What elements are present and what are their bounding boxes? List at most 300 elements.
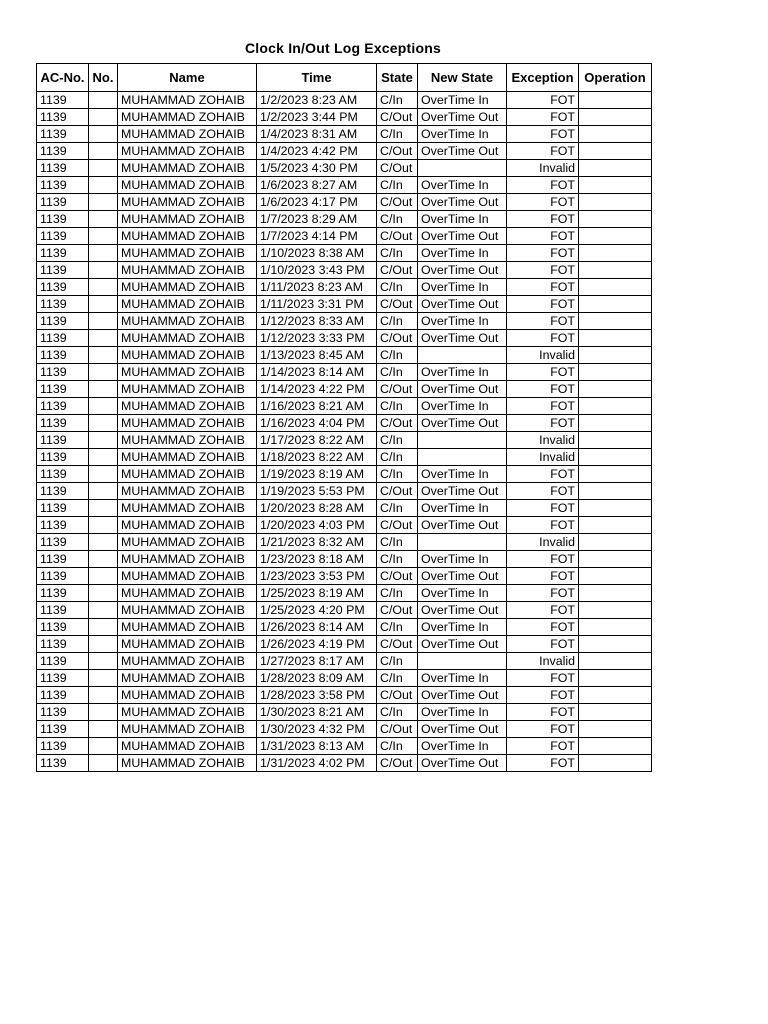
exception-cell: FOT xyxy=(507,466,579,483)
table-row xyxy=(37,330,652,347)
state-cell: C/In xyxy=(377,551,418,568)
ac-no-cell: 1139 xyxy=(37,755,89,772)
name-cell: MUHAMMAD ZOHAIB xyxy=(118,483,257,500)
no-cell xyxy=(89,432,118,449)
ac-no-cell: 1139 xyxy=(37,245,89,262)
name-cell: MUHAMMAD ZOHAIB xyxy=(118,415,257,432)
table-row xyxy=(37,92,652,109)
new-state-cell xyxy=(418,432,507,449)
exception-cell: FOT xyxy=(507,483,579,500)
new-state-cell: OverTime In xyxy=(418,211,507,228)
operation-cell xyxy=(579,415,652,432)
exception-cell: FOT xyxy=(507,721,579,738)
no-cell xyxy=(89,160,118,177)
name-cell: MUHAMMAD ZOHAIB xyxy=(118,704,257,721)
operation-cell xyxy=(579,704,652,721)
operation-cell xyxy=(579,245,652,262)
state-cell: C/In xyxy=(377,211,418,228)
exception-cell: FOT xyxy=(507,636,579,653)
page-title: Clock In/Out Log Exceptions xyxy=(245,40,441,56)
no-cell xyxy=(89,364,118,381)
table-row xyxy=(37,687,652,704)
time-cell: 1/18/2023 8:22 AM xyxy=(257,449,377,466)
operation-cell xyxy=(579,160,652,177)
state-cell: C/In xyxy=(377,364,418,381)
no-cell xyxy=(89,92,118,109)
time-cell: 1/28/2023 8:09 AM xyxy=(257,670,377,687)
new-state-cell: OverTime In xyxy=(418,500,507,517)
name-cell: MUHAMMAD ZOHAIB xyxy=(118,330,257,347)
state-cell: C/Out xyxy=(377,296,418,313)
state-cell: C/In xyxy=(377,670,418,687)
operation-cell xyxy=(579,364,652,381)
state-cell: C/Out xyxy=(377,143,418,160)
state-cell: C/Out xyxy=(377,687,418,704)
name-cell: MUHAMMAD ZOHAIB xyxy=(118,194,257,211)
exception-cell: Invalid xyxy=(507,432,579,449)
table-row xyxy=(37,279,652,296)
exception-cell: FOT xyxy=(507,109,579,126)
no-cell xyxy=(89,194,118,211)
new-state-cell: OverTime Out xyxy=(418,602,507,619)
new-state-cell: OverTime In xyxy=(418,126,507,143)
name-cell: MUHAMMAD ZOHAIB xyxy=(118,687,257,704)
exception-cell: FOT xyxy=(507,670,579,687)
operation-cell xyxy=(579,636,652,653)
no-cell xyxy=(89,177,118,194)
time-cell: 1/11/2023 3:31 PM xyxy=(257,296,377,313)
exception-cell: FOT xyxy=(507,602,579,619)
exception-cell: FOT xyxy=(507,330,579,347)
no-cell xyxy=(89,636,118,653)
exception-cell: FOT xyxy=(507,687,579,704)
ac-no-cell: 1139 xyxy=(37,313,89,330)
time-cell: 1/14/2023 4:22 PM xyxy=(257,381,377,398)
table-row xyxy=(37,568,652,585)
ac-no-cell: 1139 xyxy=(37,381,89,398)
table-row xyxy=(37,704,652,721)
name-cell: MUHAMMAD ZOHAIB xyxy=(118,755,257,772)
state-cell: C/In xyxy=(377,619,418,636)
exception-cell: Invalid xyxy=(507,449,579,466)
new-state-cell xyxy=(418,160,507,177)
state-cell: C/Out xyxy=(377,194,418,211)
operation-cell xyxy=(579,619,652,636)
no-cell xyxy=(89,602,118,619)
operation-cell xyxy=(579,449,652,466)
new-state-cell: OverTime Out xyxy=(418,687,507,704)
ac-no-cell: 1139 xyxy=(37,262,89,279)
table-row xyxy=(37,432,652,449)
operation-cell xyxy=(579,194,652,211)
name-cell: MUHAMMAD ZOHAIB xyxy=(118,432,257,449)
new-state-cell: OverTime In xyxy=(418,585,507,602)
time-cell: 1/12/2023 8:33 AM xyxy=(257,313,377,330)
name-cell: MUHAMMAD ZOHAIB xyxy=(118,92,257,109)
ac-no-cell: 1139 xyxy=(37,109,89,126)
state-cell: C/In xyxy=(377,585,418,602)
table-row xyxy=(37,143,652,160)
name-cell: MUHAMMAD ZOHAIB xyxy=(118,653,257,670)
time-cell: 1/12/2023 3:33 PM xyxy=(257,330,377,347)
name-cell: MUHAMMAD ZOHAIB xyxy=(118,228,257,245)
operation-cell xyxy=(579,585,652,602)
exception-cell: Invalid xyxy=(507,534,579,551)
exception-cell: FOT xyxy=(507,177,579,194)
operation-cell xyxy=(579,483,652,500)
ac-no-cell: 1139 xyxy=(37,92,89,109)
table-row xyxy=(37,347,652,364)
time-cell: 1/10/2023 3:43 PM xyxy=(257,262,377,279)
ac-no-cell: 1139 xyxy=(37,653,89,670)
exception-cell: FOT xyxy=(507,381,579,398)
state-cell: C/In xyxy=(377,738,418,755)
time-cell: 1/21/2023 8:32 AM xyxy=(257,534,377,551)
state-cell: C/In xyxy=(377,126,418,143)
no-cell xyxy=(89,143,118,160)
name-cell: MUHAMMAD ZOHAIB xyxy=(118,143,257,160)
exception-cell: FOT xyxy=(507,415,579,432)
table-row xyxy=(37,721,652,738)
no-cell xyxy=(89,755,118,772)
state-cell: C/In xyxy=(377,279,418,296)
operation-cell xyxy=(579,432,652,449)
table-row xyxy=(37,534,652,551)
ac-no-cell: 1139 xyxy=(37,194,89,211)
name-cell: MUHAMMAD ZOHAIB xyxy=(118,551,257,568)
time-cell: 1/31/2023 4:02 PM xyxy=(257,755,377,772)
table-row xyxy=(37,449,652,466)
new-state-cell: OverTime In xyxy=(418,551,507,568)
no-cell xyxy=(89,551,118,568)
time-cell: 1/25/2023 8:19 AM xyxy=(257,585,377,602)
table-row xyxy=(37,381,652,398)
time-cell: 1/16/2023 4:04 PM xyxy=(257,415,377,432)
state-cell: C/In xyxy=(377,245,418,262)
no-cell xyxy=(89,279,118,296)
new-state-cell: OverTime In xyxy=(418,398,507,415)
new-state-cell: OverTime Out xyxy=(418,109,507,126)
state-cell: C/Out xyxy=(377,160,418,177)
name-cell: MUHAMMAD ZOHAIB xyxy=(118,466,257,483)
no-cell xyxy=(89,262,118,279)
name-cell: MUHAMMAD ZOHAIB xyxy=(118,262,257,279)
new-state-cell: OverTime Out xyxy=(418,330,507,347)
name-cell: MUHAMMAD ZOHAIB xyxy=(118,500,257,517)
operation-cell xyxy=(579,721,652,738)
state-cell: C/Out xyxy=(377,483,418,500)
name-cell: MUHAMMAD ZOHAIB xyxy=(118,585,257,602)
table-row xyxy=(37,177,652,194)
time-cell: 1/25/2023 4:20 PM xyxy=(257,602,377,619)
name-cell: MUHAMMAD ZOHAIB xyxy=(118,619,257,636)
time-cell: 1/30/2023 4:32 PM xyxy=(257,721,377,738)
operation-cell xyxy=(579,551,652,568)
ac-no-cell: 1139 xyxy=(37,449,89,466)
time-cell: 1/6/2023 4:17 PM xyxy=(257,194,377,211)
new-state-cell: OverTime Out xyxy=(418,721,507,738)
operation-cell xyxy=(579,109,652,126)
table-row xyxy=(37,738,652,755)
exception-cell: FOT xyxy=(507,568,579,585)
ac-no-cell: 1139 xyxy=(37,568,89,585)
ac-no-cell: 1139 xyxy=(37,160,89,177)
state-cell: C/Out xyxy=(377,228,418,245)
ac-no-cell: 1139 xyxy=(37,364,89,381)
ac-no-cell: 1139 xyxy=(37,687,89,704)
operation-cell xyxy=(579,126,652,143)
name-cell: MUHAMMAD ZOHAIB xyxy=(118,126,257,143)
name-cell: MUHAMMAD ZOHAIB xyxy=(118,721,257,738)
no-cell xyxy=(89,619,118,636)
name-cell: MUHAMMAD ZOHAIB xyxy=(118,602,257,619)
exception-cell: FOT xyxy=(507,279,579,296)
ac-no-cell: 1139 xyxy=(37,551,89,568)
new-state-cell: OverTime Out xyxy=(418,517,507,534)
table-row xyxy=(37,653,652,670)
no-cell xyxy=(89,398,118,415)
exception-cell: FOT xyxy=(507,296,579,313)
state-cell: C/Out xyxy=(377,602,418,619)
no-cell xyxy=(89,466,118,483)
state-cell: C/Out xyxy=(377,381,418,398)
time-cell: 1/26/2023 8:14 AM xyxy=(257,619,377,636)
ac-no-cell: 1139 xyxy=(37,721,89,738)
table-row xyxy=(37,619,652,636)
exception-cell: FOT xyxy=(507,738,579,755)
operation-cell xyxy=(579,296,652,313)
table-row xyxy=(37,211,652,228)
no-cell xyxy=(89,585,118,602)
no-cell xyxy=(89,415,118,432)
new-state-cell: OverTime Out xyxy=(418,755,507,772)
time-cell: 1/23/2023 8:18 AM xyxy=(257,551,377,568)
name-cell: MUHAMMAD ZOHAIB xyxy=(118,296,257,313)
new-state-cell: OverTime In xyxy=(418,738,507,755)
operation-cell xyxy=(579,279,652,296)
new-state-cell xyxy=(418,347,507,364)
name-cell: MUHAMMAD ZOHAIB xyxy=(118,517,257,534)
state-cell: C/In xyxy=(377,92,418,109)
no-cell xyxy=(89,483,118,500)
state-cell: C/Out xyxy=(377,755,418,772)
time-cell: 1/2/2023 8:23 AM xyxy=(257,92,377,109)
ac-no-cell: 1139 xyxy=(37,517,89,534)
column-header-name: Name xyxy=(118,64,257,92)
time-cell: 1/10/2023 8:38 AM xyxy=(257,245,377,262)
name-cell: MUHAMMAD ZOHAIB xyxy=(118,211,257,228)
new-state-cell xyxy=(418,449,507,466)
exception-cell: FOT xyxy=(507,704,579,721)
operation-cell xyxy=(579,755,652,772)
new-state-cell: OverTime Out xyxy=(418,143,507,160)
new-state-cell: OverTime Out xyxy=(418,636,507,653)
ac-no-cell: 1139 xyxy=(37,330,89,347)
operation-cell xyxy=(579,500,652,517)
time-cell: 1/19/2023 5:53 PM xyxy=(257,483,377,500)
ac-no-cell: 1139 xyxy=(37,347,89,364)
new-state-cell: OverTime Out xyxy=(418,262,507,279)
time-cell: 1/23/2023 3:53 PM xyxy=(257,568,377,585)
exception-cell: FOT xyxy=(507,364,579,381)
column-header-no: No. xyxy=(89,64,118,92)
time-cell: 1/2/2023 3:44 PM xyxy=(257,109,377,126)
no-cell xyxy=(89,568,118,585)
operation-cell xyxy=(579,347,652,364)
exception-cell: FOT xyxy=(507,500,579,517)
ac-no-cell: 1139 xyxy=(37,704,89,721)
ac-no-cell: 1139 xyxy=(37,636,89,653)
state-cell: C/In xyxy=(377,432,418,449)
table-row xyxy=(37,670,652,687)
column-header-state: State xyxy=(377,64,418,92)
exception-cell: FOT xyxy=(507,92,579,109)
exception-cell: Invalid xyxy=(507,347,579,364)
operation-cell xyxy=(579,262,652,279)
operation-cell xyxy=(579,381,652,398)
table-row xyxy=(37,313,652,330)
name-cell: MUHAMMAD ZOHAIB xyxy=(118,177,257,194)
new-state-cell: OverTime Out xyxy=(418,228,507,245)
state-cell: C/In xyxy=(377,398,418,415)
no-cell xyxy=(89,534,118,551)
table-row xyxy=(37,466,652,483)
ac-no-cell: 1139 xyxy=(37,602,89,619)
name-cell: MUHAMMAD ZOHAIB xyxy=(118,279,257,296)
name-cell: MUHAMMAD ZOHAIB xyxy=(118,670,257,687)
no-cell xyxy=(89,687,118,704)
ac-no-cell: 1139 xyxy=(37,619,89,636)
table-row xyxy=(37,126,652,143)
column-header-ac-no: AC-No. xyxy=(37,64,89,92)
no-cell xyxy=(89,517,118,534)
table-row xyxy=(37,245,652,262)
table-row xyxy=(37,585,652,602)
new-state-cell: OverTime Out xyxy=(418,483,507,500)
time-cell: 1/31/2023 8:13 AM xyxy=(257,738,377,755)
time-cell: 1/5/2023 4:30 PM xyxy=(257,160,377,177)
time-cell: 1/27/2023 8:17 AM xyxy=(257,653,377,670)
ac-no-cell: 1139 xyxy=(37,177,89,194)
exception-cell: FOT xyxy=(507,143,579,160)
operation-cell xyxy=(579,738,652,755)
exception-cell: FOT xyxy=(507,262,579,279)
name-cell: MUHAMMAD ZOHAIB xyxy=(118,738,257,755)
new-state-cell: OverTime In xyxy=(418,619,507,636)
new-state-cell: OverTime Out xyxy=(418,194,507,211)
new-state-cell xyxy=(418,534,507,551)
exception-cell: FOT xyxy=(507,245,579,262)
operation-cell xyxy=(579,143,652,160)
new-state-cell: OverTime In xyxy=(418,364,507,381)
state-cell: C/In xyxy=(377,653,418,670)
time-cell: 1/4/2023 8:31 AM xyxy=(257,126,377,143)
table-row xyxy=(37,551,652,568)
table-row xyxy=(37,415,652,432)
table-row xyxy=(37,109,652,126)
operation-cell xyxy=(579,211,652,228)
name-cell: MUHAMMAD ZOHAIB xyxy=(118,313,257,330)
time-cell: 1/11/2023 8:23 AM xyxy=(257,279,377,296)
operation-cell xyxy=(579,568,652,585)
no-cell xyxy=(89,313,118,330)
new-state-cell: OverTime Out xyxy=(418,568,507,585)
time-cell: 1/17/2023 8:22 AM xyxy=(257,432,377,449)
ac-no-cell: 1139 xyxy=(37,279,89,296)
new-state-cell: OverTime In xyxy=(418,313,507,330)
state-cell: C/In xyxy=(377,313,418,330)
exception-cell: FOT xyxy=(507,228,579,245)
new-state-cell: OverTime In xyxy=(418,279,507,296)
exceptions-table xyxy=(36,63,652,772)
no-cell xyxy=(89,245,118,262)
column-header-exception: Exception xyxy=(507,64,579,92)
new-state-cell: OverTime Out xyxy=(418,381,507,398)
ac-no-cell: 1139 xyxy=(37,670,89,687)
state-cell: C/In xyxy=(377,704,418,721)
ac-no-cell: 1139 xyxy=(37,415,89,432)
time-cell: 1/26/2023 4:19 PM xyxy=(257,636,377,653)
table-row xyxy=(37,755,652,772)
new-state-cell: OverTime In xyxy=(418,704,507,721)
operation-cell xyxy=(579,177,652,194)
no-cell xyxy=(89,381,118,398)
table-body xyxy=(37,92,652,772)
exception-cell: FOT xyxy=(507,194,579,211)
operation-cell xyxy=(579,653,652,670)
ac-no-cell: 1139 xyxy=(37,398,89,415)
exception-cell: FOT xyxy=(507,313,579,330)
exception-cell: FOT xyxy=(507,585,579,602)
operation-cell xyxy=(579,398,652,415)
ac-no-cell: 1139 xyxy=(37,211,89,228)
state-cell: C/Out xyxy=(377,721,418,738)
column-header-time: Time xyxy=(257,64,377,92)
no-cell xyxy=(89,500,118,517)
exception-cell: FOT xyxy=(507,619,579,636)
name-cell: MUHAMMAD ZOHAIB xyxy=(118,364,257,381)
exception-cell: Invalid xyxy=(507,160,579,177)
table-row xyxy=(37,483,652,500)
new-state-cell: OverTime Out xyxy=(418,415,507,432)
state-cell: C/In xyxy=(377,466,418,483)
column-header-operation: Operation xyxy=(579,64,652,92)
state-cell: C/In xyxy=(377,534,418,551)
ac-no-cell: 1139 xyxy=(37,500,89,517)
time-cell: 1/14/2023 8:14 AM xyxy=(257,364,377,381)
time-cell: 1/7/2023 8:29 AM xyxy=(257,211,377,228)
operation-cell xyxy=(579,228,652,245)
no-cell xyxy=(89,126,118,143)
no-cell xyxy=(89,738,118,755)
exception-cell: FOT xyxy=(507,755,579,772)
operation-cell xyxy=(579,466,652,483)
state-cell: C/Out xyxy=(377,415,418,432)
exception-cell: FOT xyxy=(507,517,579,534)
column-header-new-state: New State xyxy=(418,64,507,92)
table-row xyxy=(37,500,652,517)
new-state-cell: OverTime In xyxy=(418,670,507,687)
no-cell xyxy=(89,296,118,313)
time-cell: 1/20/2023 4:03 PM xyxy=(257,517,377,534)
operation-cell xyxy=(579,330,652,347)
ac-no-cell: 1139 xyxy=(37,466,89,483)
name-cell: MUHAMMAD ZOHAIB xyxy=(118,449,257,466)
table-row xyxy=(37,636,652,653)
exception-cell: FOT xyxy=(507,126,579,143)
new-state-cell: OverTime In xyxy=(418,466,507,483)
state-cell: C/Out xyxy=(377,568,418,585)
